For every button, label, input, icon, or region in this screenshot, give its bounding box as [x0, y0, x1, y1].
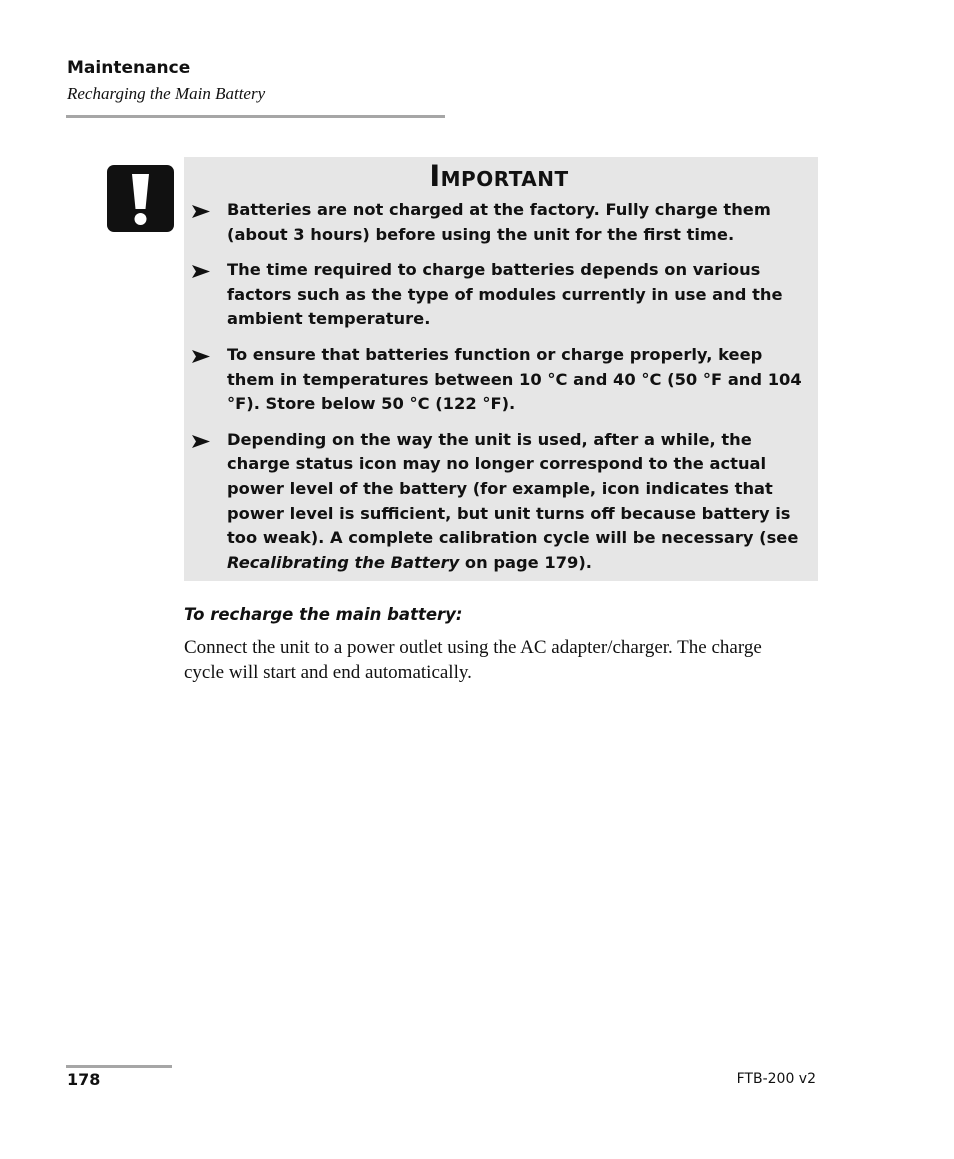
header-divider: [66, 115, 445, 118]
page-number: 178: [67, 1070, 101, 1089]
list-item: [192, 428, 806, 576]
list-item-text: Batteries are not charged at the factory. Fully charge them (about 3 hours) before using the unit for the first time.: [227, 200, 771, 244]
list-item: [192, 343, 806, 417]
arrow-bullet-icon: [192, 205, 210, 218]
notice-list: [192, 198, 806, 575]
product-name: FTB-200 v2: [736, 1071, 816, 1087]
cross-reference-link[interactable]: Recalibrating the Battery: [227, 552, 460, 572]
important-notice: [184, 157, 818, 581]
list-item-text: To ensure that batteries function or charge properly, keep them in temperatures between 10 °C and 40 °C (50 °F and 104 °F). Store below 50 °C (122 °F).: [227, 344, 802, 414]
exclamation-icon: [107, 165, 174, 232]
list-item-text-end: on page 179).: [459, 552, 592, 572]
footer-divider: [66, 1065, 172, 1068]
arrow-bullet-icon: [192, 350, 210, 363]
arrow-bullet-icon: [192, 265, 210, 278]
section-title: Maintenance: [67, 58, 191, 78]
procedure-text: Connect the unit to a power outlet using the AC adapter/charger. The charge cycle will start and end automatically.: [184, 637, 762, 683]
list-item: [192, 258, 806, 332]
section-subtitle: Recharging the Main Battery: [67, 84, 266, 103]
list-item-text: The time required to charge batteries depends on various factors such as the type of modules currently in use and the ambient temperature.: [227, 260, 783, 329]
list-item: [192, 198, 806, 247]
procedure-title: To recharge the main battery:: [184, 605, 463, 624]
list-item-text: Depending on the way the unit is used, after a while, the charge status icon may no longer correspond to the actual power level of the battery (for example, icon indicates that power level is sufficient, but unit turns off because battery is too weak). A complete calibration cycle will be necessary (see: [227, 429, 799, 548]
notice-title: Important: [429, 159, 569, 193]
page-header: [67, 58, 265, 104]
arrow-bullet-icon: [192, 435, 210, 448]
